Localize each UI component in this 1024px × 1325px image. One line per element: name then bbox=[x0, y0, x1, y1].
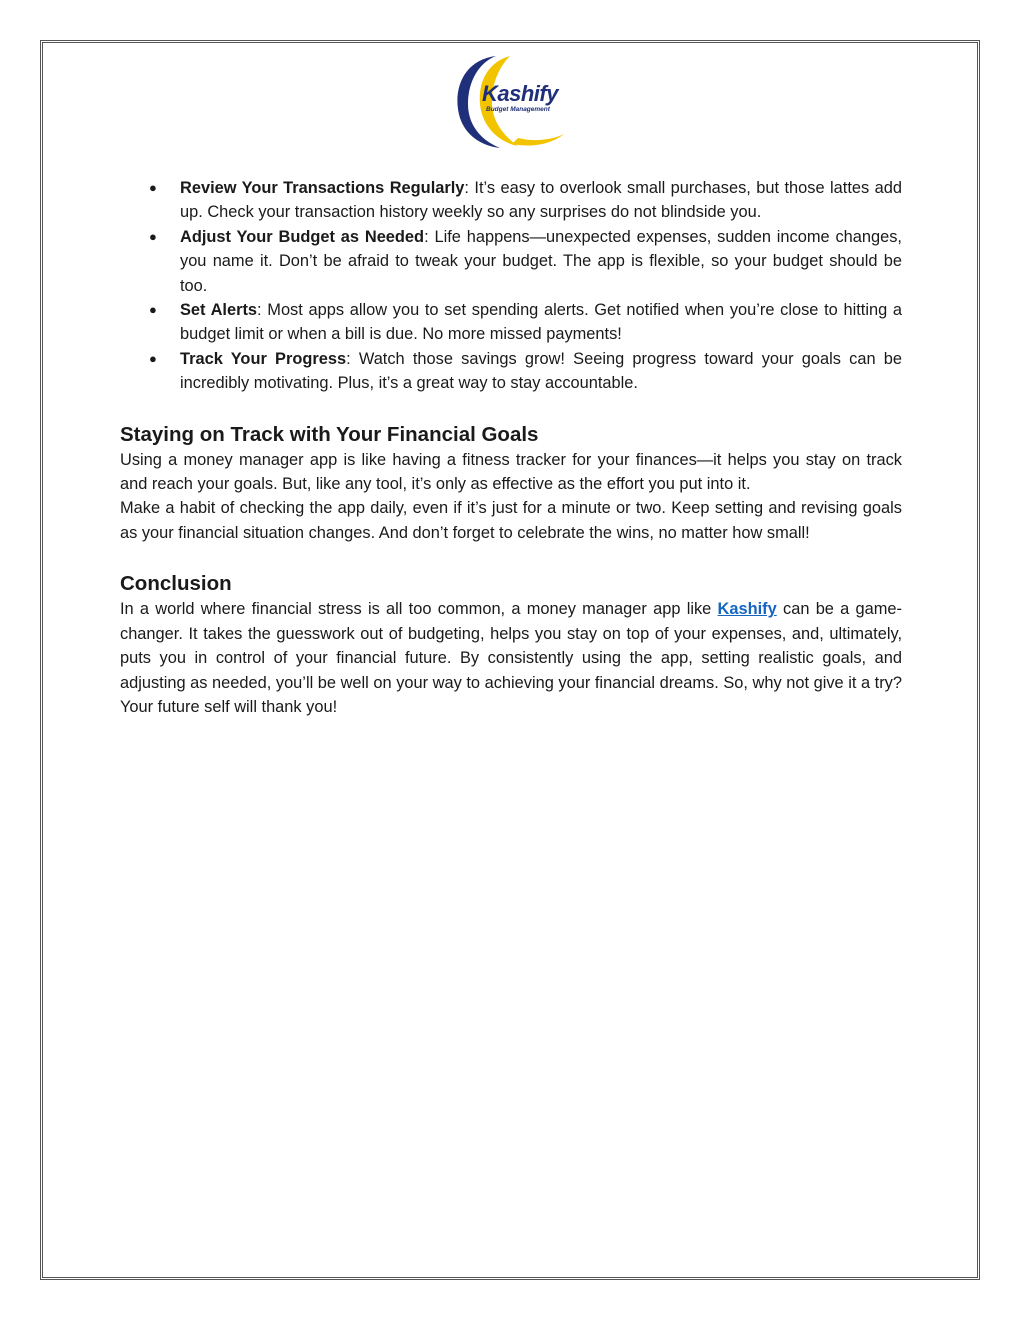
list-item bbox=[120, 298, 902, 347]
tip-text: : Watch those savings grow! Seeing progress toward your goals can be incredibly motivating. Plus, it’s a great way to stay accountable. bbox=[180, 349, 903, 393]
goals-heading: Staying on Track with Your Financial Goals bbox=[120, 422, 539, 446]
list-item bbox=[120, 347, 902, 396]
tip-text: : It’s easy to overlook small purchases, but those lattes add up. Check your transaction history weekly so any surprises do not blindside you. bbox=[180, 179, 902, 222]
goals-paragraph: Make a habit of checking the app daily, even if it’s just for a minute or two. Keep setting and revising goals as your financial situation changes. And don’t forget to celebrate the wins, no matter how small! bbox=[120, 499, 902, 542]
bullet-icon: ● bbox=[149, 350, 157, 366]
conclusion-paragraph bbox=[120, 597, 902, 719]
logo-tagline: Budget Management bbox=[486, 106, 550, 113]
conclusion-section bbox=[120, 571, 902, 719]
goals-section bbox=[120, 422, 902, 546]
tip-term: Track Your Progress bbox=[180, 349, 347, 368]
list-item bbox=[120, 225, 902, 298]
bullet-icon: ● bbox=[149, 302, 157, 318]
kashify-link[interactable]: Kashify bbox=[717, 600, 777, 619]
bullet-icon: ● bbox=[149, 228, 157, 244]
tip-term: Set Alerts bbox=[180, 301, 258, 320]
document-body bbox=[120, 176, 902, 719]
bullet-icon: ● bbox=[149, 180, 157, 195]
tip-text: : Life happens—unexpected expenses, sudden income changes, you name it. Don’t be afraid to tweak your budget. The app is flexible, so your budget should be too. bbox=[180, 227, 902, 295]
conclusion-text-end: can be a game-changer. It takes the guesswork out of budgeting, helps you stay on top of your expenses, and, ultimately, puts you in control of your financial future. By consistently using the app, setting realistic goals, and adjusting as needed, you’ll be well on your way to achieving your financial dreams. So, why not give it a try? Your future self will thank you! bbox=[120, 600, 902, 716]
tips-list bbox=[120, 176, 902, 396]
list-item bbox=[120, 176, 902, 225]
conclusion-text-start: In a world where financial stress is all too common, a money manager app like bbox=[120, 600, 718, 619]
tip-term: Adjust Your Budget as Needed bbox=[180, 227, 425, 246]
tip-term: Review Your Transactions Regularly bbox=[180, 179, 465, 197]
logo-wordmark: Kashify bbox=[482, 81, 558, 106]
kashify-logo bbox=[452, 52, 582, 152]
tip-text: : Most apps allow you to set spending alerts. Get notified when you’re close to hitting a budget limit or when a bill is due. No more missed payments! bbox=[180, 301, 902, 344]
goals-paragraph: Using a money manager app is like having a fitness tracker for your finances—it helps you stay on track and reach your goals. But, like any tool, it’s only as effective as the effort you put into it. bbox=[120, 450, 902, 494]
conclusion-heading: Conclusion bbox=[120, 572, 232, 596]
